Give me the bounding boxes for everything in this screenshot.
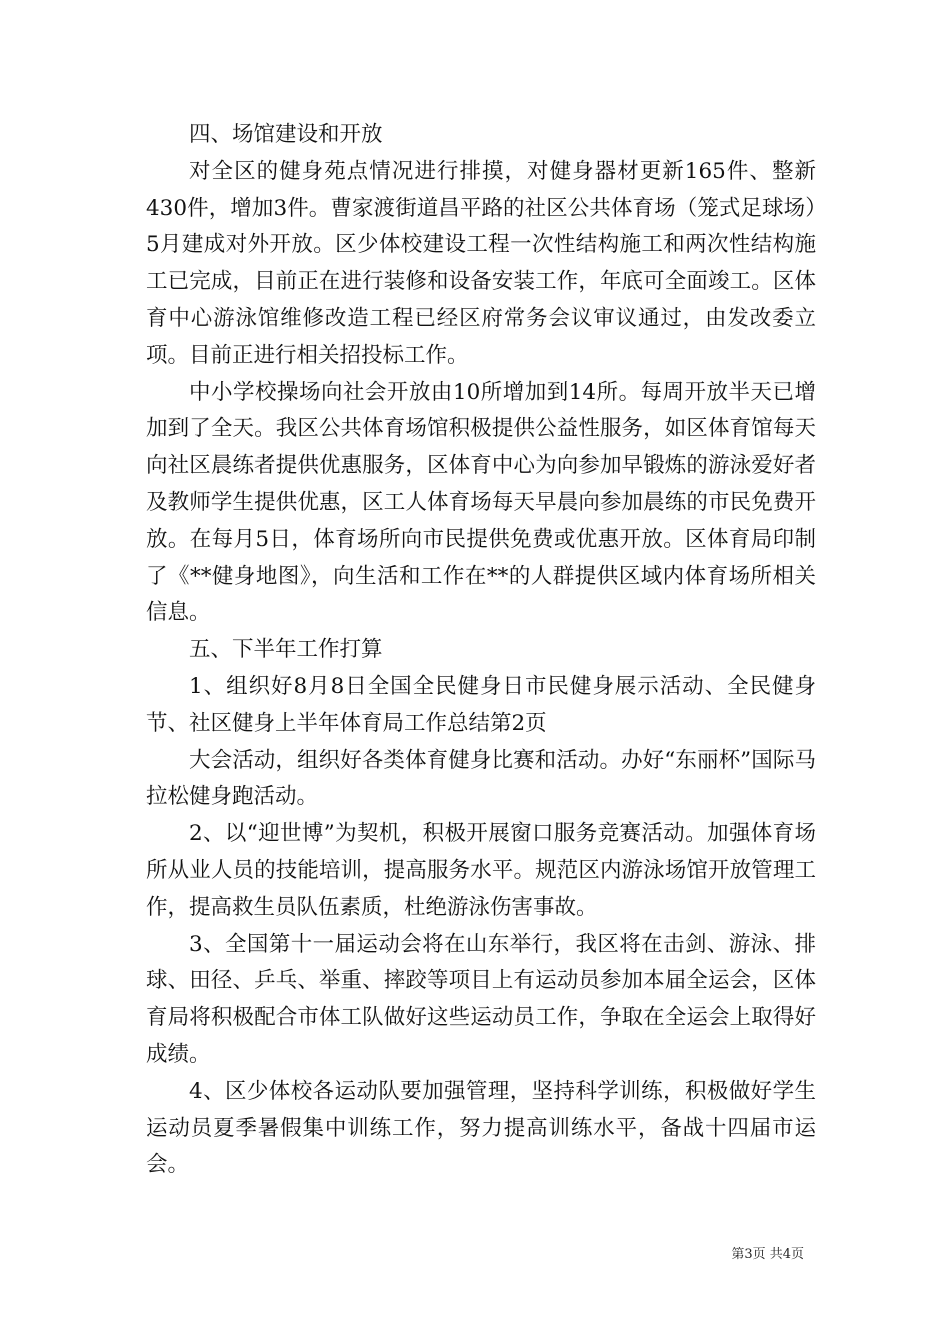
list-item-1-continued: 大会活动，组织好各类体育健身比赛和活动。办好“东丽杯”国际马拉松健身跑活动。 [146, 747, 816, 810]
paragraph: 中小学校操场向社会开放由10所增加到14所。每周开放半天已增加到了全天。我区公共体育场馆积极提供公益性服务，如区体育馆每天向社区晨练者提供优惠服务，区体育中心为向参加早锻炼的游泳爱好者及教师学生提供优惠，区工人体育场每天早晨向参加晨练的市民免费开放。在每月5日，体育场所向市民提供免费或优惠开放。区体育局印制了《**健身地图》，向生活和工作在**的人群提供区域内体育场所相关信息。 [146, 379, 816, 626]
section-heading-4: 四、场馆建设和开放 [189, 122, 383, 147]
list-item-3: 3、全国第十一届运动会将在山东举行，我区将在击剑、游泳、排球、田径、乒乓、举重、摔跤等项目上有运动员参加本届全运会，区体育局将积极配合市体工队做好这些运动员工作，争取在全运会上取得好成绩。 [146, 931, 816, 1067]
list-item-2: 2、以“迎世博”为契机，积极开展窗口服务竞赛活动。加强体育场所从业人员的技能培训，提高服务水平。规范区内游泳场馆开放管理工作，提高救生员队伍素质，杜绝游泳伤害事故。 [146, 821, 816, 920]
document-body [146, 117, 816, 1184]
paragraph: 对全区的健身苑点情况进行排摸，对健身器材更新165件、整新430件，增加3件。曹家渡街道昌平路的社区公共体育场（笼式足球场）5月建成对外开放。区少体校建设工程一次性结构施工和两次性结构施工已完成，目前正在进行装修和设备安装工作，年底可全面竣工。区体育中心游泳馆维修改造工程已经区府常务会议审议通过，由发改委立项。目前正进行相关招投标工作。 [146, 158, 816, 368]
list-item-1: 1、组织好8月8日全国全民健身日市民健身展示活动、全民健身节、社区健身上半年体育局工作总结第2页 [146, 673, 816, 736]
section-heading-5: 五、下半年工作打算 [189, 637, 383, 663]
page-number-footer: 第3页 共4页 [731, 1247, 804, 1262]
list-item-4: 4、区少体校各运动队要加强管理，坚持科学训练，积极做好学生运动员夏季暑假集中训练工作，努力提高训练水平，备战十四届市运会。 [146, 1078, 816, 1178]
